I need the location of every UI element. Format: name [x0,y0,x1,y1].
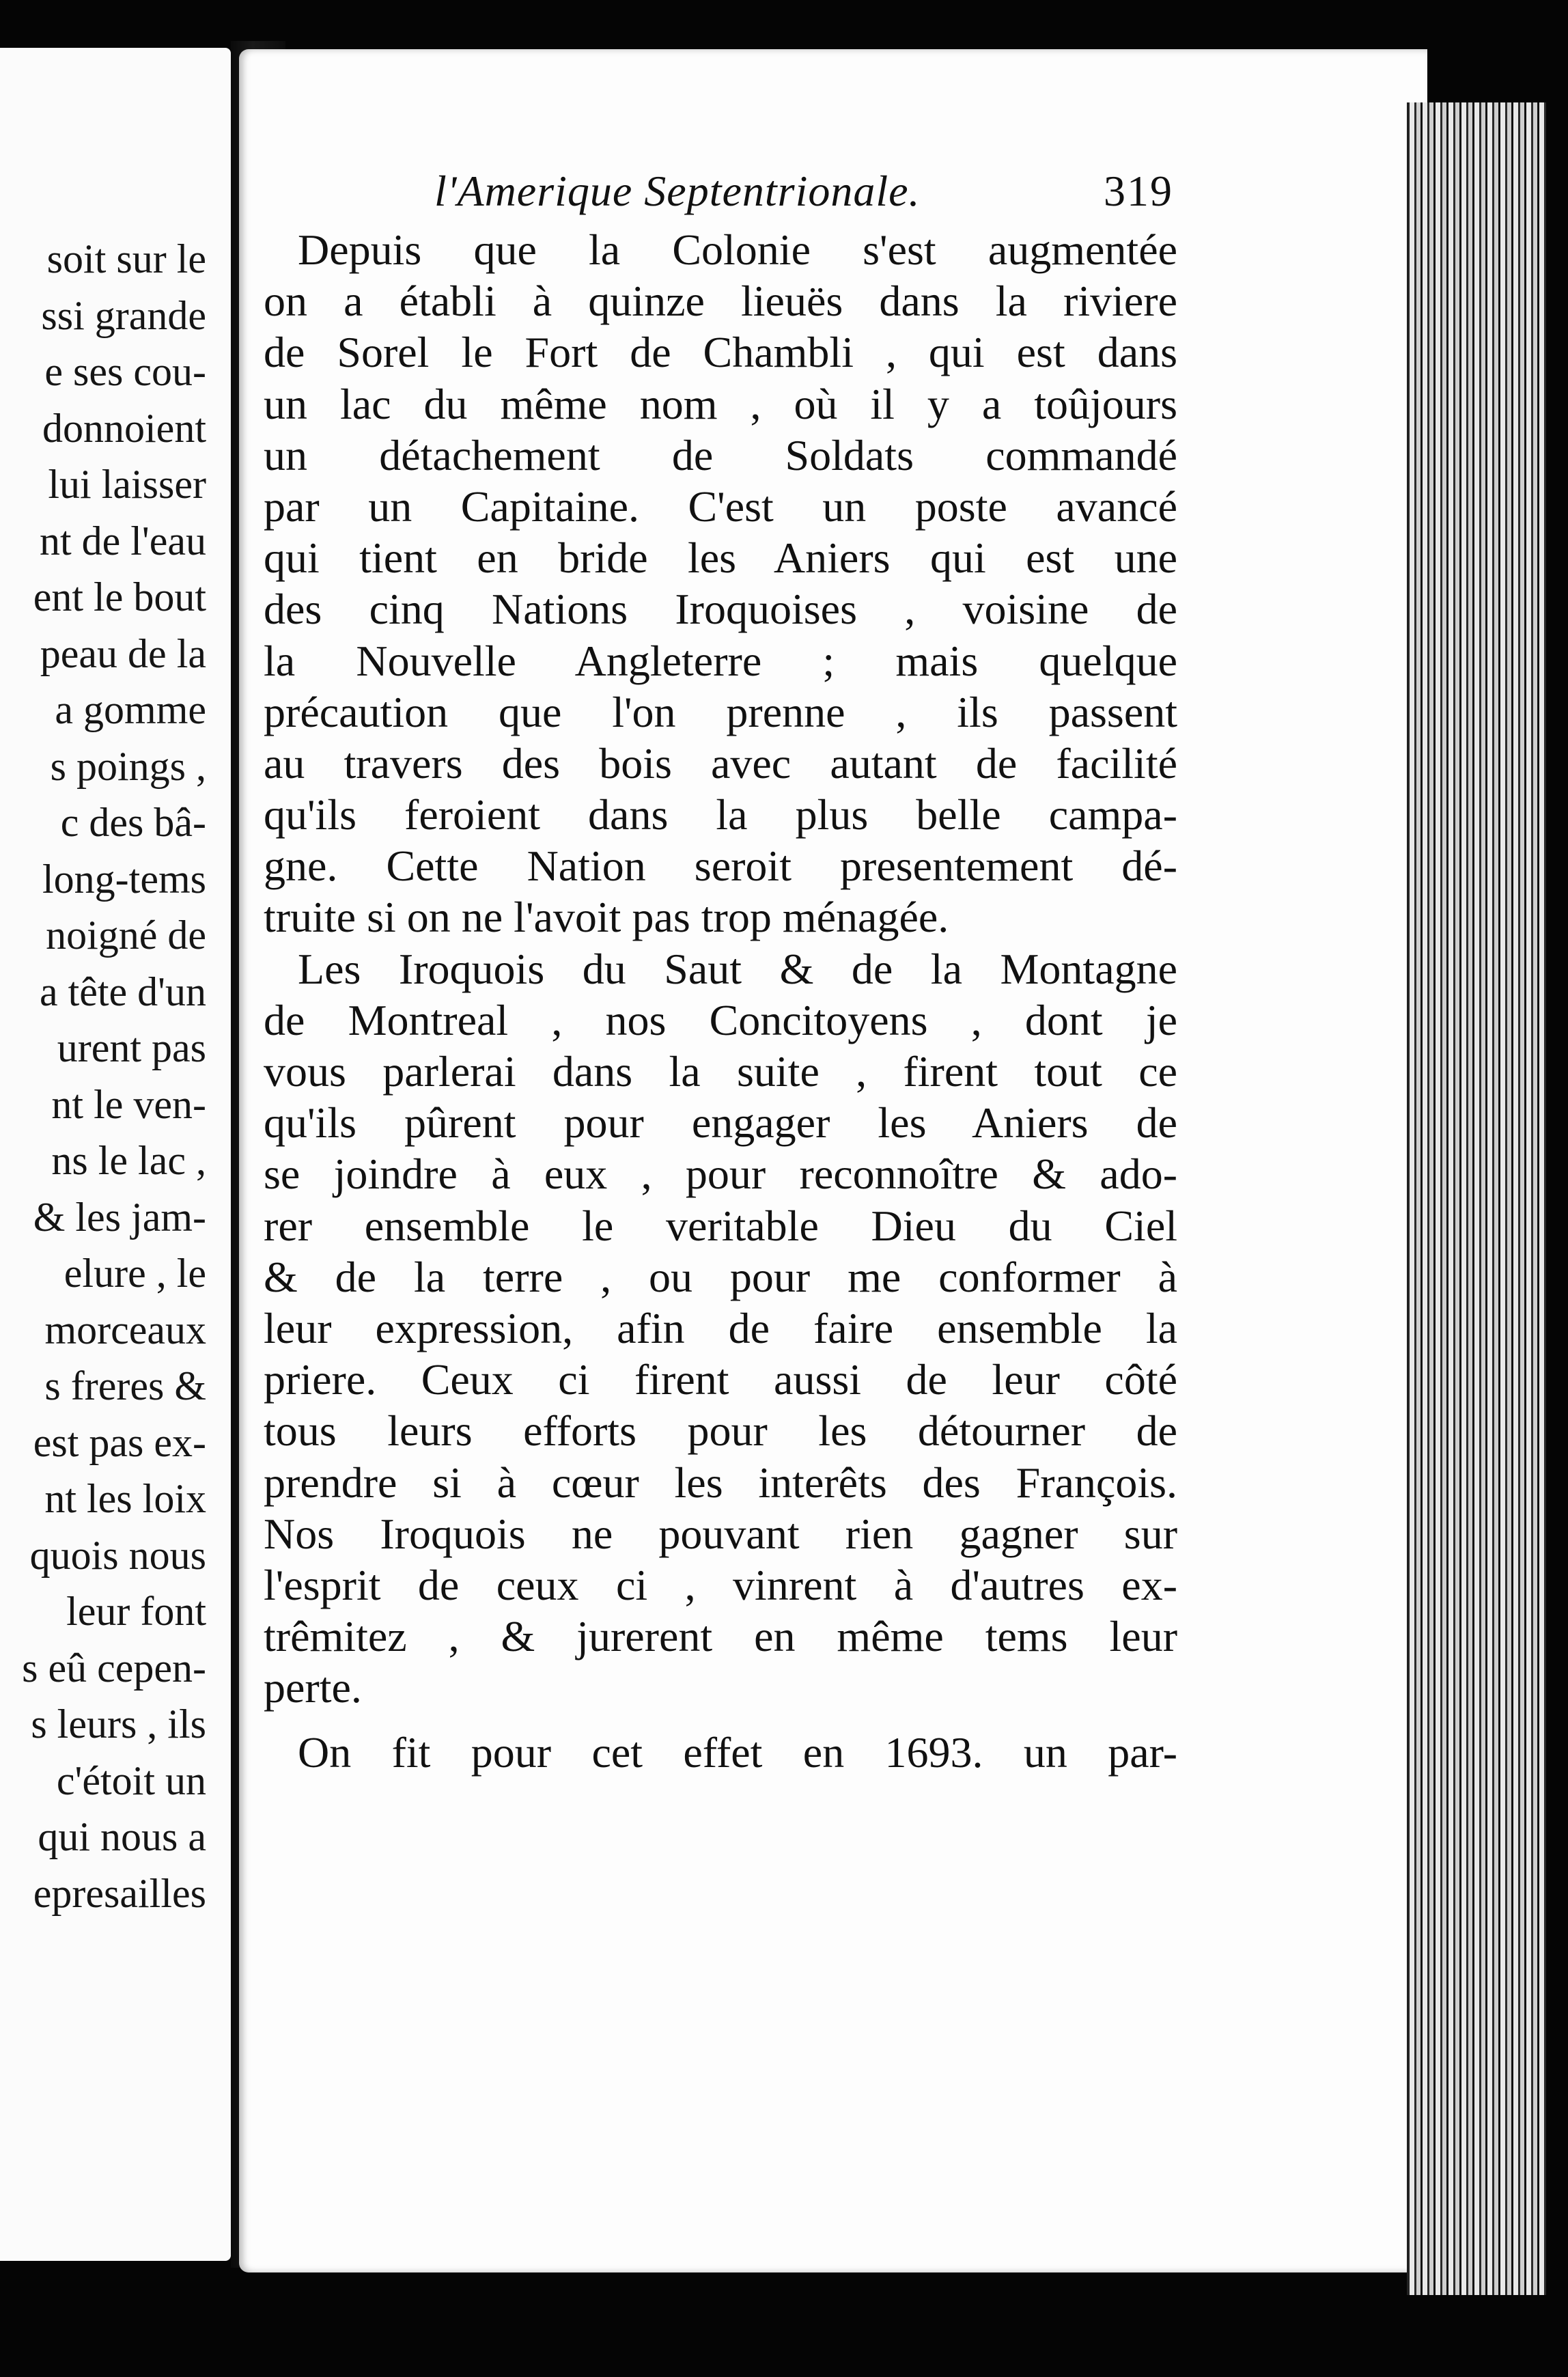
text-line: On fit pour cet effet en 1693. un par- [298,1728,1177,1777]
left-page-line: & les jam- [33,1194,206,1240]
left-page-line: noigné de [46,913,206,958]
left-page-line: peau de la [40,630,206,676]
text-line: l'esprit de ceux ci , vinrent à d'autres ex- [264,1560,1177,1609]
text-line: Les Iroquois du Saut & de la Montagne [298,944,1177,993]
left-page-line: nt les loix [44,1476,206,1521]
text-line: prendre si à cœur les interêts des François. [264,1458,1177,1507]
text-line: de Montreal , nos Concitoyens , dont je [264,995,1177,1044]
left-page-line: nt de l'eau [39,518,206,564]
left-page-line: s poings , [50,743,206,789]
text-line: au travers des bois avec autant de facilité [264,738,1177,788]
text-line: vous parlerai dans la suite , firent tout ce [264,1047,1177,1096]
page-number: 319 [1104,167,1173,215]
left-page-line: a tête d'un [39,969,206,1014]
text-line: on a établi à quinze lieuës dans la riviere [264,277,1177,326]
text-line: gne. Cette Nation seroit presentement dé- [264,842,1177,891]
left-page-line: ns le lac , [51,1138,206,1183]
running-title: l'Amerique Septentrionale. [434,167,921,215]
text-line: précaution que l'on prenne , ils passent [264,687,1177,736]
left-page-line: elure , le [64,1251,206,1296]
left-page-line: s eû cepen- [22,1645,206,1691]
left-page-line: e ses cou- [44,349,206,394]
text-line: qui tient en bride les Aniers qui est une [264,533,1177,583]
left-facing-page [0,48,231,2261]
text-line: truite si on ne l'avoit pas trop ménagée. [264,893,949,942]
left-page-line: s leurs , ils [31,1701,206,1747]
left-page-line: morceaux [44,1307,206,1352]
left-page-line: epresailles [33,1870,206,1916]
left-page-line: lui laisser [48,462,206,507]
text-line: qu'ils feroient dans la plus belle campa- [264,790,1177,839]
text-line: des cinq Nations Iroquoises , voisine de [264,585,1177,634]
text-line: Nos Iroquois ne pouvant rien gagner sur [264,1509,1177,1558]
text-line: de Sorel le Fort de Chambli , qui est dans [264,328,1177,377]
left-page-line: qui nous a [38,1814,206,1859]
text-line: un détachement de Soldats commandé [264,430,1177,479]
text-line: un lac du même nom , où il y a toûjours [264,379,1177,428]
left-page-text [0,231,206,1921]
left-page-line: a gomme [55,687,206,732]
body-text [264,224,1177,1779]
left-page-line: nt le ven- [51,1081,206,1127]
text-line: par un Capitaine. C'est un poste avancé [264,482,1177,531]
left-page-line: leur font [66,1589,206,1634]
left-page-line: c des bâ- [60,800,206,845]
page-edges [1407,102,1546,2295]
text-line: se joindre à eux , pour reconnoître & ado- [264,1150,1177,1199]
text-line: & de la terre , ou pour me conformer à [264,1252,1177,1301]
left-page-line: long-tems [42,856,206,902]
text-line: leur expression, afin de faire ensemble la [264,1303,1177,1352]
text-line: la Nouvelle Angleterre ; mais quelque [264,636,1177,685]
left-page-line: urent pas [57,1025,206,1070]
text-line: Depuis que la Colonie s'est augmentée [298,225,1177,274]
left-page-line: est pas ex- [33,1419,206,1465]
text-line: qu'ils pûrent pour engager les Aniers de [264,1098,1177,1148]
left-page-line: c'étoit un [56,1757,206,1803]
left-page-line: soit sur le [46,236,206,281]
left-page-line: quois nous [29,1532,206,1578]
text-line: priere. Ceux ci firent aussi de leur côté [264,1355,1177,1404]
left-page-line: ssi grande [41,292,206,338]
left-page-line: donnoient [42,405,206,451]
text-line: trêmitez , & jurerent en même tems leur [264,1612,1177,1661]
text-line: rer ensemble le veritable Dieu du Ciel [264,1201,1177,1250]
left-page-line: s freres & [44,1363,206,1408]
left-page-line: ent le bout [33,574,206,620]
text-line: perte. [264,1663,362,1712]
text-line: tous leurs efforts pour les détourner de [264,1406,1177,1456]
